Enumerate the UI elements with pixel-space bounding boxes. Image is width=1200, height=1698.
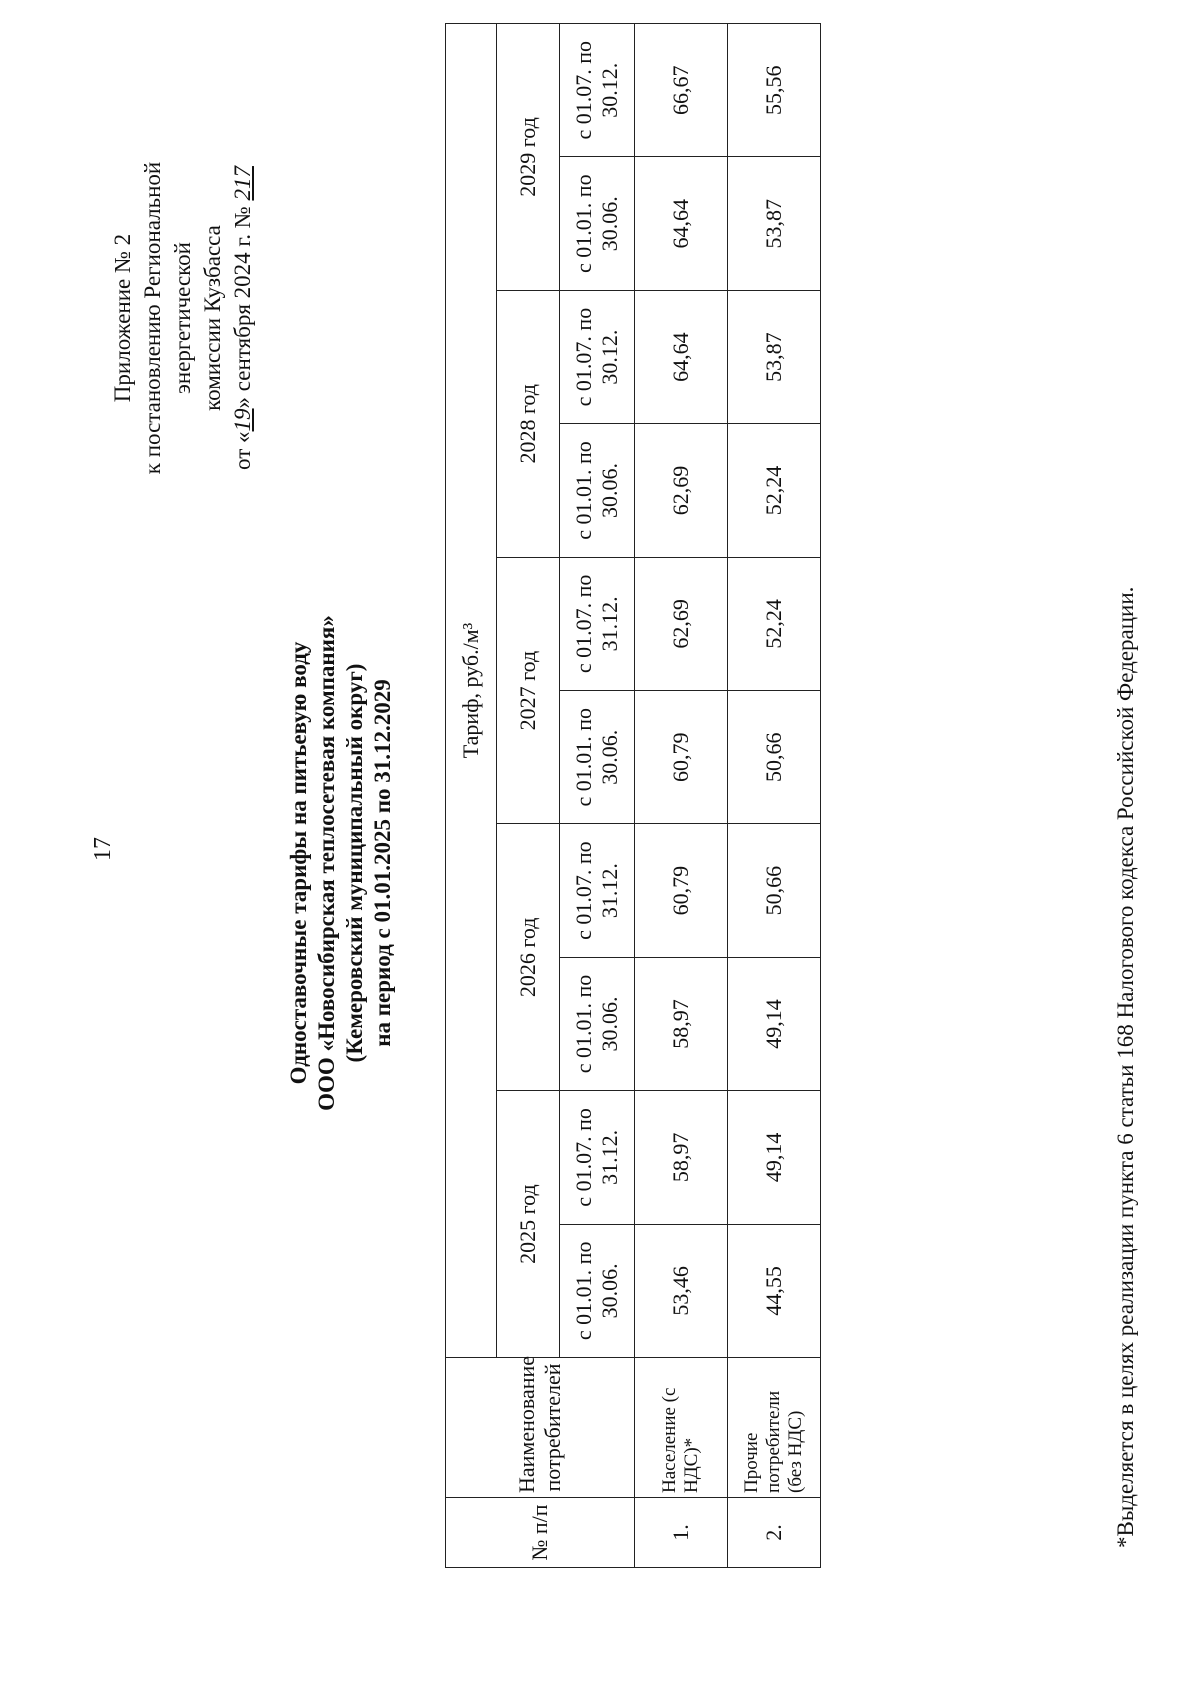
header-year: 2025 год: [497, 1091, 560, 1358]
table-row: [728, 24, 821, 1568]
table-row: [635, 24, 728, 1568]
row-number: 2.: [728, 1498, 821, 1568]
title-line-3: (Кемеровский муниципальный округ): [342, 663, 367, 1063]
tariff-cell: 50,66: [728, 691, 821, 824]
tariff-cell: 60,79: [635, 691, 728, 824]
title-line-4: на период с 01.01.2025 по 31.12.2029: [370, 679, 395, 1047]
header-consumer-name: Наименование потребителей: [446, 1358, 635, 1498]
title-line-1: Одноставочные тарифы на питьевую воду: [286, 641, 311, 1085]
tariff-cell: 60,79: [635, 824, 728, 957]
header-year: 2026 год: [497, 824, 560, 1091]
header-year: 2028 год: [497, 290, 560, 557]
tariff-cell: 44,55: [728, 1224, 821, 1357]
table-years-row: [497, 24, 560, 1568]
date-middle: » сентября 2024 г. №: [230, 206, 255, 409]
date-prefix: от «: [230, 431, 255, 470]
tariff-cell: 52,24: [728, 424, 821, 557]
table-header-row: [446, 24, 497, 1568]
tariff-table: [445, 23, 821, 1568]
table-periods-row: [560, 24, 635, 1568]
tariff-cell: 62,69: [635, 424, 728, 557]
appendix-resolution: к постановлению Региональной энергетической: [140, 161, 195, 475]
document-title: [285, 338, 397, 1388]
tariff-cell: 52,24: [728, 557, 821, 690]
tariff-cell: 53,46: [635, 1224, 728, 1357]
tariff-cell: 64,64: [635, 157, 728, 290]
header-period: с 01.01. по 30.06.: [560, 957, 635, 1090]
page-number: 17: [90, 837, 116, 861]
footnote: *Выделяется в целях реализации пункта 6 статьи 168 Налогового кодекса Российской Федерации.: [1113, 586, 1138, 1548]
tariff-cell: 53,87: [728, 157, 821, 290]
tariff-cell: 53,87: [728, 290, 821, 423]
header-period: с 01.01. по 30.06.: [560, 691, 635, 824]
tariff-cell: 50,66: [728, 824, 821, 957]
tariff-cell: 58,97: [635, 957, 728, 1090]
tariff-cell: 55,56: [728, 24, 821, 157]
header-period: с 01.07. по 30.12.: [560, 24, 635, 157]
header-period: с 01.07. по 30.12.: [560, 290, 635, 423]
row-number: 1.: [635, 1498, 728, 1568]
date-day: 19: [230, 408, 255, 432]
row-consumer-name: Прочие потребители (без НДС): [728, 1358, 821, 1498]
header-period: с 01.01. по 30.06.: [560, 157, 635, 290]
title-line-2: ООО «Новосибирская теплосетевая компания»: [314, 615, 339, 1111]
header-period: с 01.01. по 30.06.: [560, 1224, 635, 1357]
tariff-cell: 66,67: [635, 24, 728, 157]
appendix-header: [108, 88, 258, 548]
header-period: с 01.07. по 31.12.: [560, 824, 635, 957]
tariff-cell: 62,69: [635, 557, 728, 690]
header-period: с 01.01. по 30.06.: [560, 424, 635, 557]
header-year: 2027 год: [497, 557, 560, 824]
header-period: с 01.07. по 31.12.: [560, 1091, 635, 1224]
header-year: 2029 год: [497, 24, 560, 291]
document-number: 217: [230, 166, 255, 201]
header-period: с 01.07. по 31.12.: [560, 557, 635, 690]
header-tariff: Тариф, руб./м³: [446, 24, 497, 1358]
row-consumer-name: Население (с НДС)*: [635, 1358, 728, 1498]
tariff-cell: 49,14: [728, 957, 821, 1090]
tariff-cell: 64,64: [635, 290, 728, 423]
tariff-cell: 58,97: [635, 1091, 728, 1224]
appendix-commission: комиссии Кузбасса: [200, 225, 225, 411]
tariff-cell: 49,14: [728, 1091, 821, 1224]
appendix-title: Приложение № 2: [110, 233, 135, 403]
header-number: № п/п: [446, 1498, 635, 1568]
appendix-date-line: [228, 88, 258, 548]
